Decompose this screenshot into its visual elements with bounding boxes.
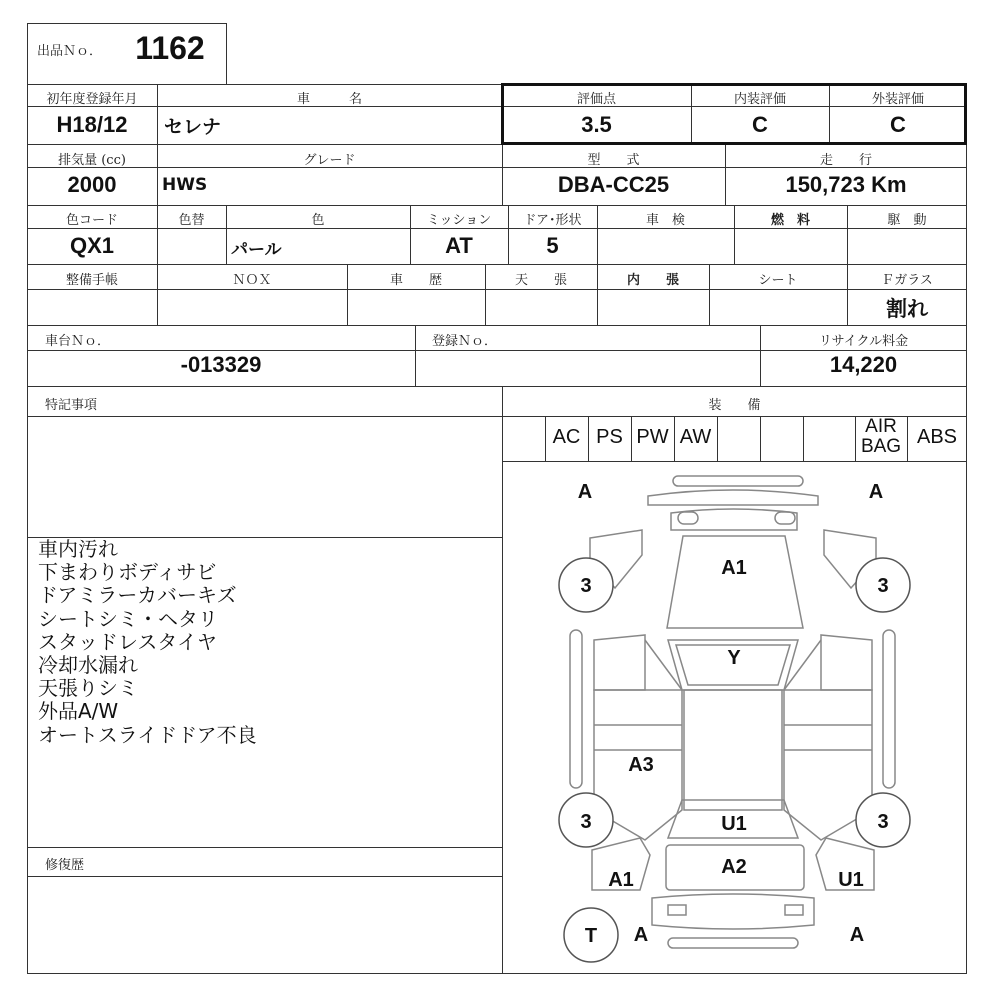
repair-label: 修復歴 — [45, 858, 85, 873]
car-diagram — [502, 462, 966, 974]
recycle-value: 14,220 — [829, 352, 898, 377]
maint-label: 整備手帳 — [65, 273, 118, 288]
remark-item: スタッドレスタイヤ — [38, 629, 217, 654]
remark-item: ドアミラーカバーキズ — [38, 583, 237, 608]
lot-number: 1162 — [135, 30, 205, 66]
reg-year-label: 初年度登録年月 — [46, 92, 138, 107]
mark-rear-left: A1 — [608, 869, 634, 891]
mark-rear-bumper-left: A — [633, 924, 649, 946]
mark-tailgate: A2 — [721, 856, 747, 878]
history-label: 車 歴 — [389, 273, 442, 288]
recycle-label: リサイクル料金 — [818, 334, 909, 349]
fuel-label: 燃 料 — [770, 213, 810, 228]
displacement-value: 2000 — [67, 172, 117, 197]
exterior-label: 外装評価 — [871, 92, 924, 107]
color-label: 色 — [311, 213, 325, 228]
mark-rear-glass: U1 — [721, 813, 747, 835]
reg-no-label: 登録Ｎｏ． — [432, 334, 498, 349]
color-change-label: 色替 — [178, 213, 205, 228]
exterior-value: C — [890, 112, 906, 137]
door-label: ドア･形状 — [523, 213, 582, 228]
mark-rear-bumper-right: A — [849, 924, 865, 946]
mark-spare-tire: T — [584, 925, 598, 947]
displacement-label: 排気量 (cc) — [58, 153, 126, 168]
mission-value: AT — [445, 233, 473, 258]
grade-value: HWS — [162, 175, 208, 195]
mark-hood: A1 — [721, 557, 747, 579]
mark-tire-fr: 3 — [877, 575, 889, 597]
fglass-label: Ｆガラス — [881, 273, 933, 288]
car-name-label: 車 名 — [296, 92, 362, 107]
equip-ac: AC — [552, 426, 581, 448]
fglass-value: 割れ — [886, 297, 928, 321]
lot-number-label: 出品Ｎｏ． — [37, 44, 103, 59]
reg-year-value: H18/12 — [56, 112, 128, 137]
mark-windshield: Y — [727, 647, 741, 669]
roof-label: 天 張 — [514, 273, 567, 288]
remark-item: 下まわりボディサビ — [38, 560, 217, 585]
seat-label: シート — [758, 273, 798, 288]
remark-item: シートシミ・ヘタリ — [38, 606, 218, 631]
chassis-value: -013329 — [180, 352, 262, 377]
inner-label: 内 張 — [626, 273, 679, 288]
chassis-label: 車台Ｎｏ． — [45, 334, 111, 349]
remark-item: 冷却水漏れ — [38, 653, 138, 678]
color-value: パール — [231, 240, 282, 260]
door-value: 5 — [546, 233, 559, 258]
notes-label: 特記事項 — [45, 398, 98, 413]
interior-value: C — [752, 112, 768, 137]
mission-label: ミッション — [426, 213, 492, 228]
mark-left-side: A3 — [628, 754, 654, 776]
mileage-value: 150,723 Km — [785, 172, 907, 197]
mark-rear-right: U1 — [838, 869, 864, 891]
equip-pw: PW — [636, 426, 669, 448]
equip-abs: ABS — [916, 426, 958, 448]
score-value: 3.5 — [581, 112, 612, 137]
mark-tire-rl: 3 — [580, 811, 592, 833]
interior-label: 内装評価 — [733, 92, 786, 107]
model-value: DBA-CC25 — [557, 172, 670, 197]
remarks-list — [38, 538, 257, 747]
mark-front-right: A — [868, 481, 884, 503]
equip-aw: AW — [679, 426, 712, 448]
equip-airbag: AIR BAG — [860, 416, 902, 457]
inspection-label: 車 検 — [645, 213, 685, 228]
nox-label: ＮＯＸ — [232, 273, 272, 288]
color-code-value: QX1 — [69, 233, 115, 258]
color-code-label: 色コード — [65, 213, 118, 228]
score-label: 評価点 — [576, 92, 616, 107]
model-label: 型 式 — [587, 153, 640, 168]
remark-item: オートスライドドア不良 — [38, 722, 257, 747]
drive-label: 駆 動 — [887, 213, 927, 228]
remark-item: 外品A/W — [38, 699, 119, 724]
remark-item: 車内汚れ — [38, 537, 118, 561]
equip-ps: PS — [596, 426, 623, 448]
grade-label: グレード — [303, 153, 356, 168]
mileage-label: 走 行 — [819, 153, 872, 168]
car-name-value: セレナ — [164, 116, 222, 138]
mark-tire-fl: 3 — [580, 575, 592, 597]
mark-front-left: A — [577, 481, 593, 503]
remark-item: 天張りシミ — [38, 676, 138, 701]
mark-tire-rr: 3 — [877, 811, 889, 833]
equipment-label: 装 備 — [708, 398, 761, 413]
